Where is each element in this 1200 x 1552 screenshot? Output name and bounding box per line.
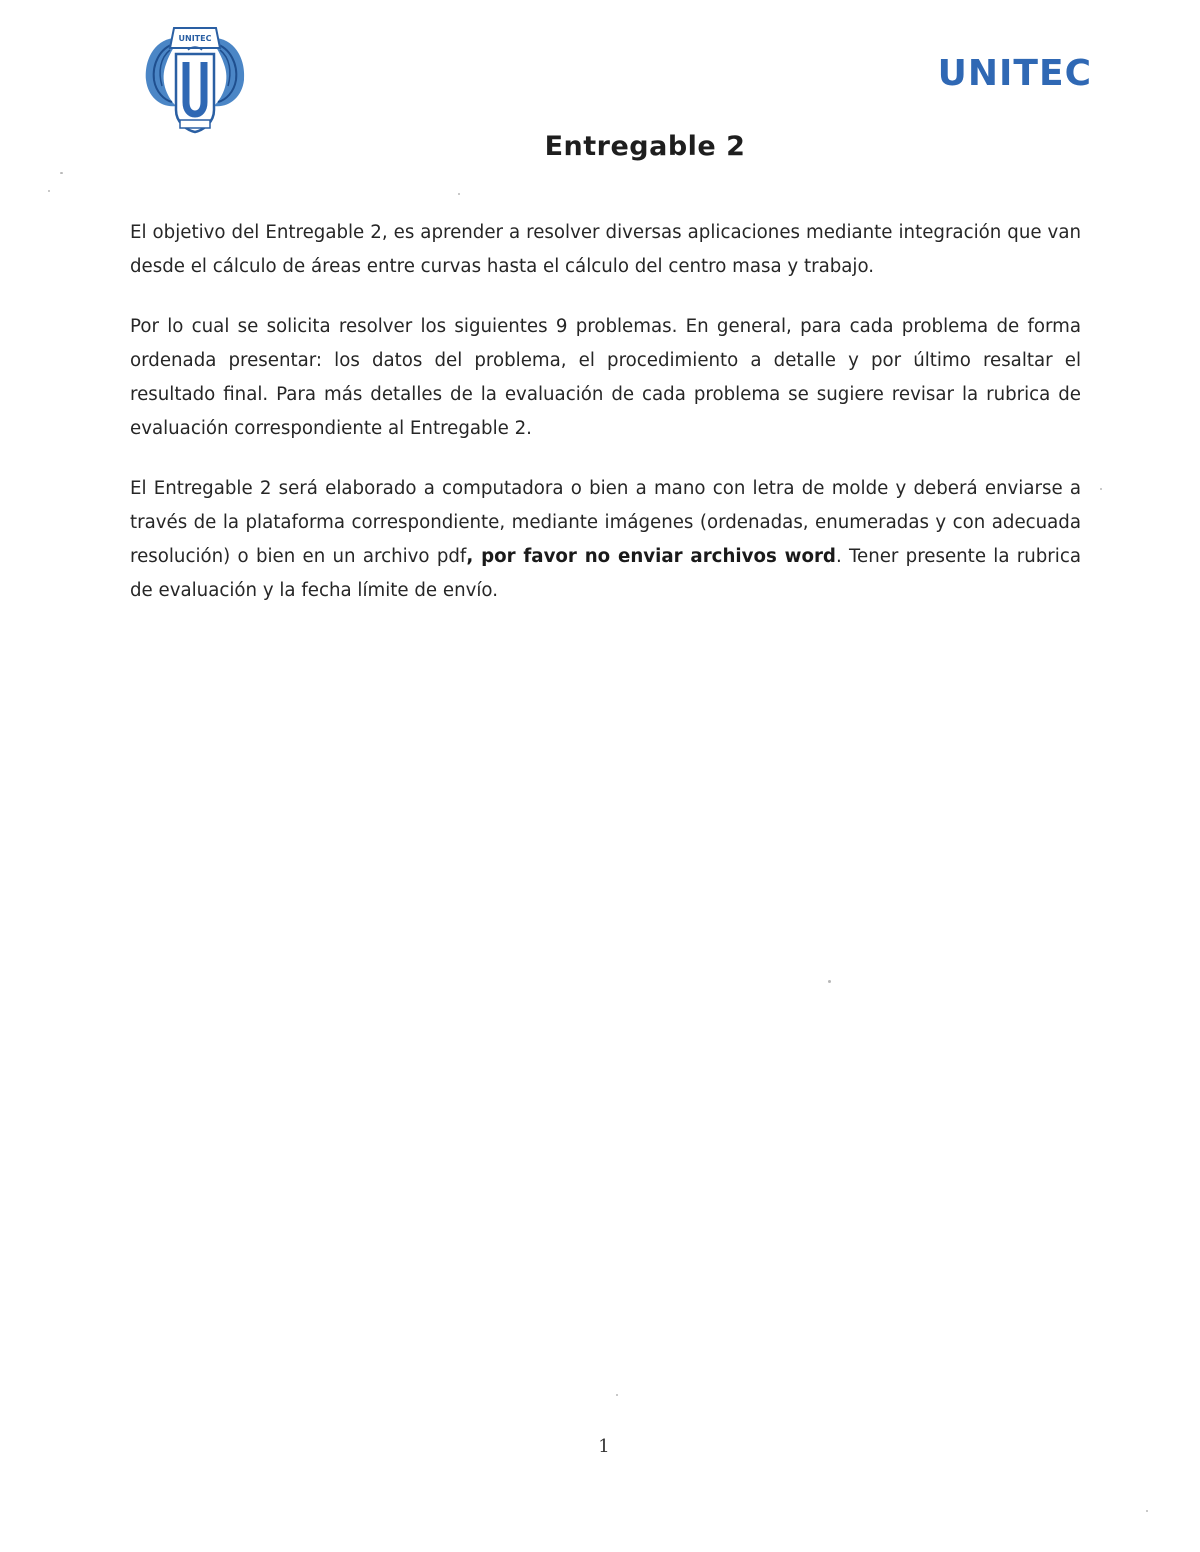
scan-speck [828, 980, 831, 983]
seal-top-text: UNITEC [178, 34, 212, 43]
submission-warning-bold: , por favor no enviar archivos word [466, 546, 836, 567]
document-title: Entregable 2 [544, 131, 746, 162]
scan-speck [1146, 1510, 1148, 1512]
submission-text-start: El Entregable 2 será elaborado a computadora o bien a mano con letra de molde y deberá enviarse a través de la plataforma correspondiente, mediante imágenes (ordenadas, enumeradas y con adecuada resolución) o bien en un archivo pdf [130, 478, 1081, 567]
paragraph-objective: El objetivo del Entregable 2, es aprender a resolver diversas aplicaciones mediante integración que van desde el cálculo de áreas entre curvas hasta el cálculo del centro masa y trabajo. [130, 222, 1081, 277]
brand-wordmark: UNITEC [937, 53, 1092, 94]
university-seal-logo [140, 18, 250, 136]
paragraph-submission [130, 472, 1081, 608]
submission-text-end: . Tener presente la rubrica de evaluación y la fecha límite de envío. [130, 546, 1081, 601]
scan-speck [60, 172, 63, 174]
scan-speck [48, 190, 50, 192]
scan-speck [1100, 488, 1102, 490]
page-number: 1 [598, 1436, 610, 1457]
scan-speck [458, 193, 460, 195]
document-body [130, 216, 1081, 634]
scan-speck [616, 1394, 618, 1396]
paragraph-instructions: Por lo cual se solicita resolver los siguientes 9 problemas. En general, para cada problema de forma ordenada presentar: los datos del problema, el procedimiento a detalle y por último resaltar el resultado final. Para más detalles de la evaluación de cada problema se sugiere revisar la rubrica de evaluación correspondiente al Entregable 2. [130, 316, 1081, 439]
